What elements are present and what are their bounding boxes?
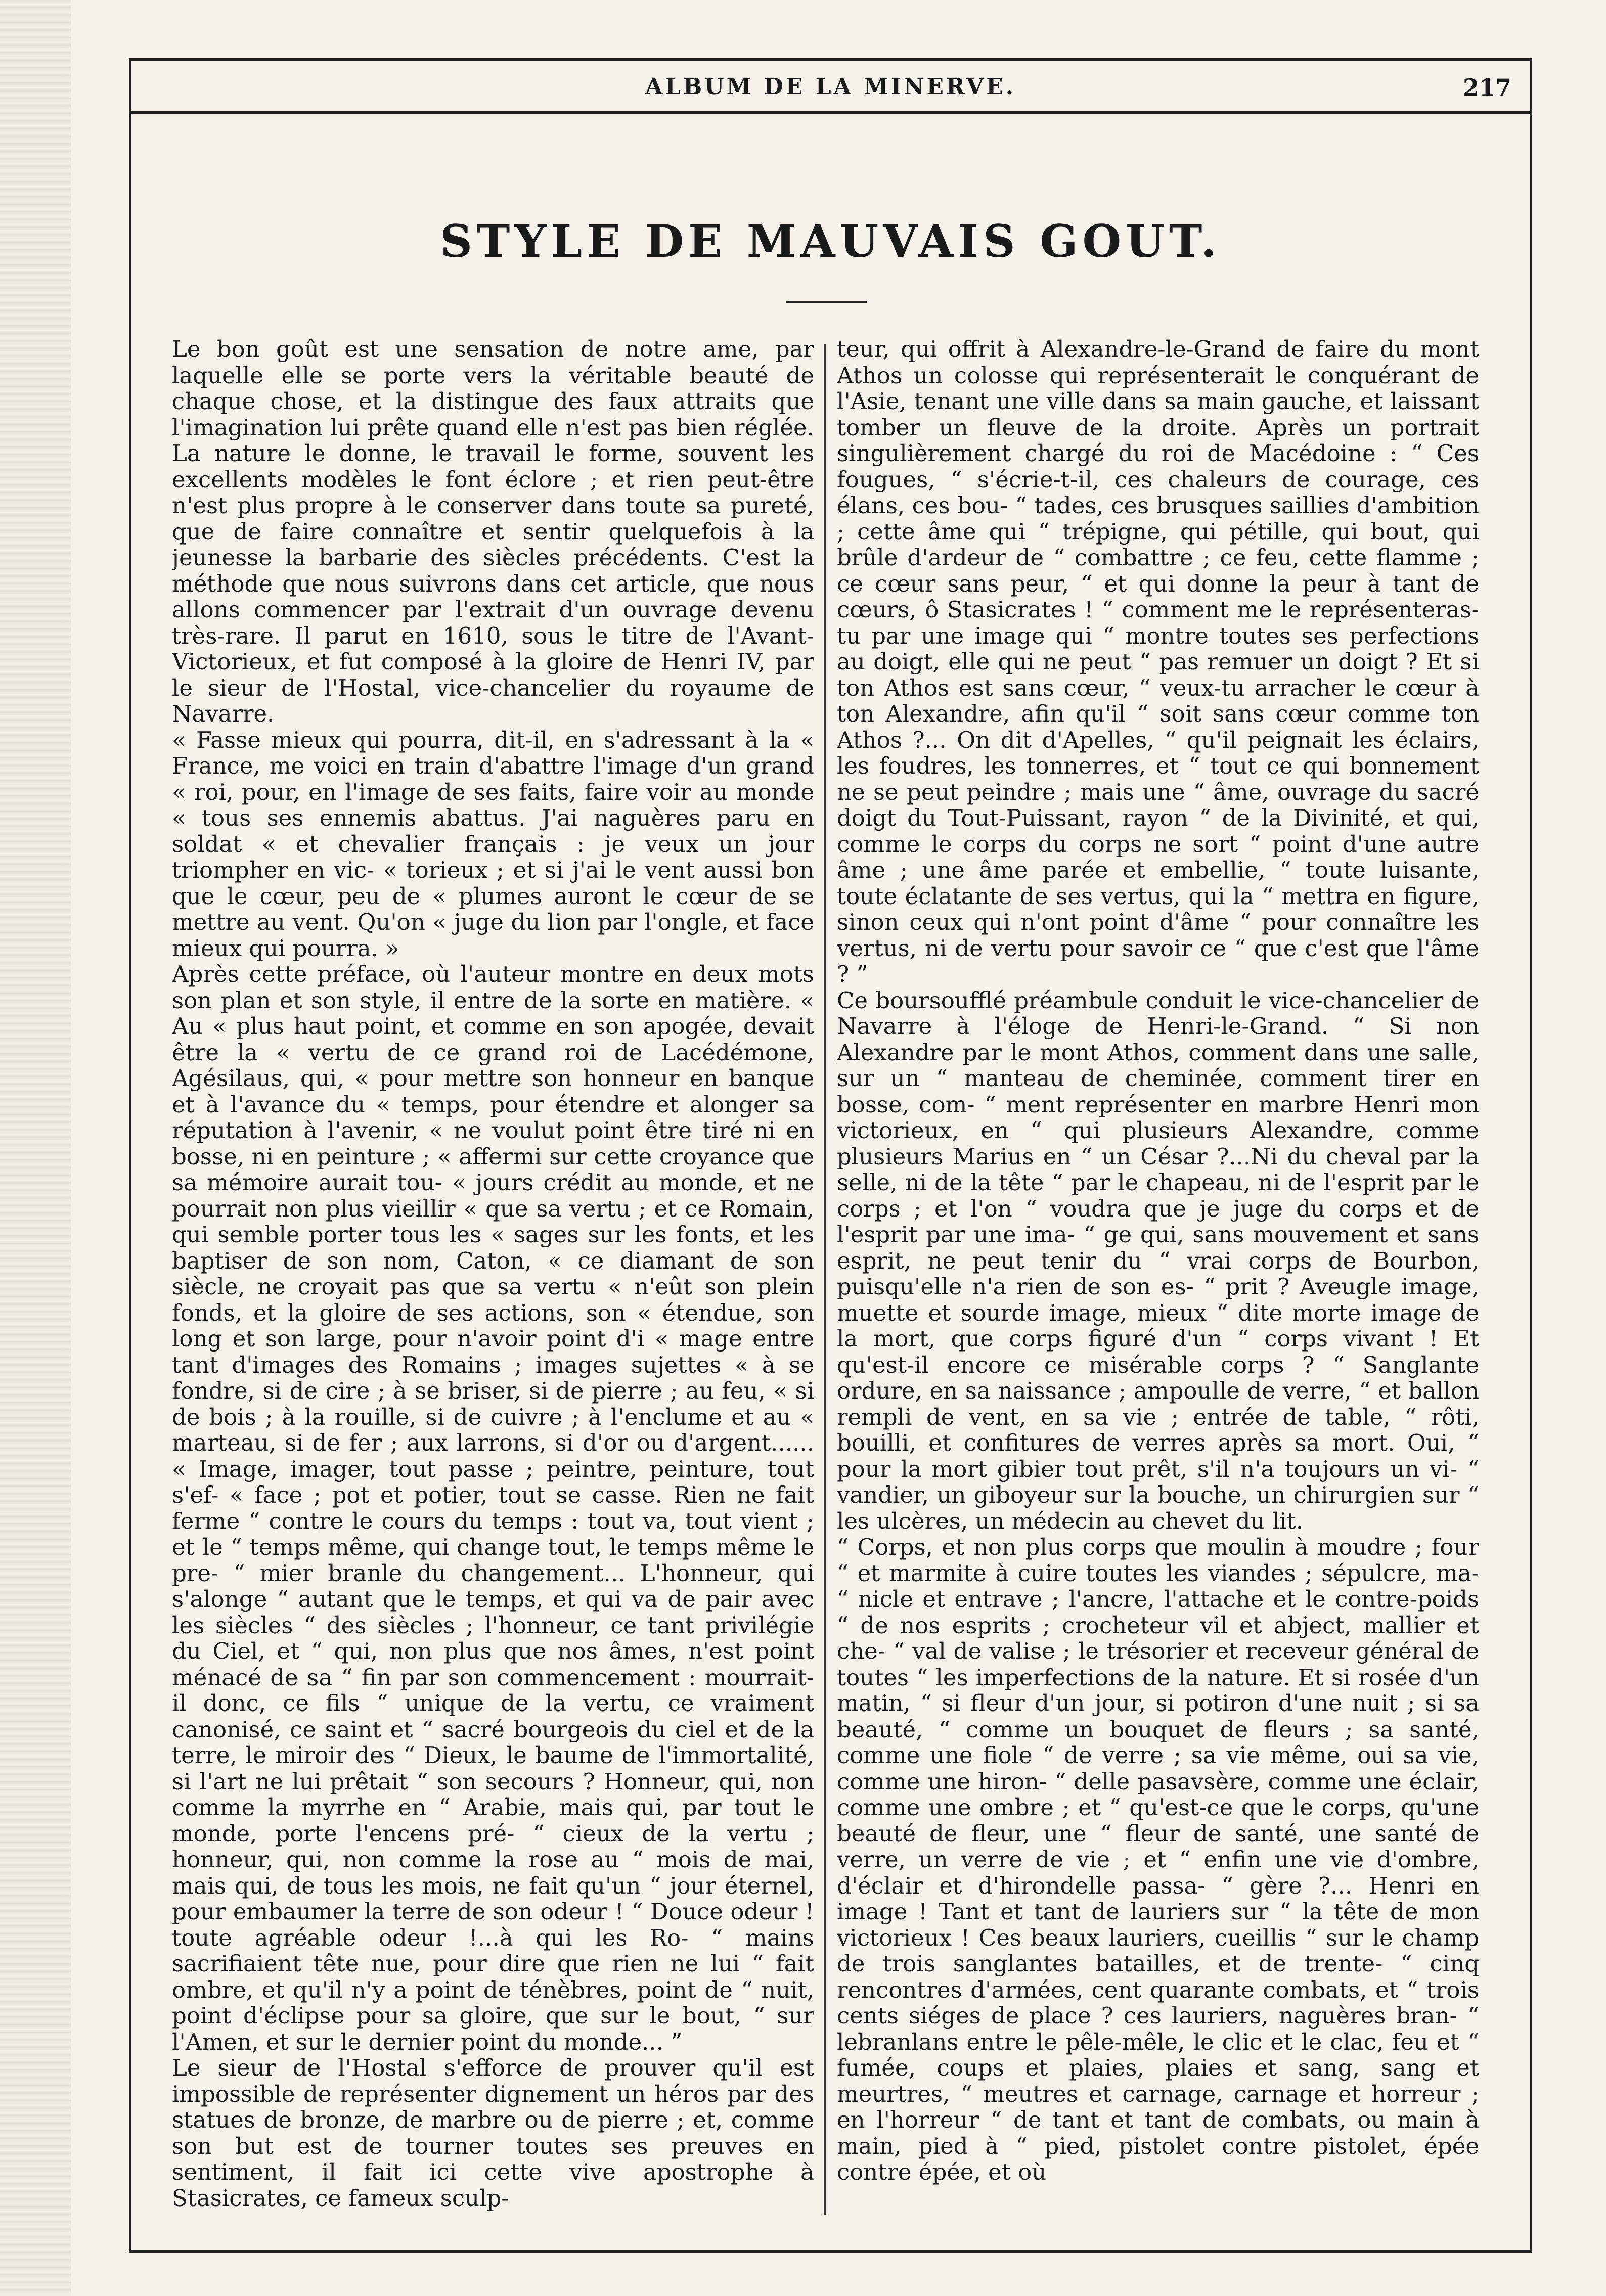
left-column-text: Le bon goût est une sensation de notre ame, par laquelle elle se porte vers la véritable beauté de chaque chose, et la distingue des faux attraits que l'imagination lui prête quand elle n'est pas bien réglée. La nature le donne, le travail le forme, souvent les excellents modèles le font éclore ; et rien peut-être n'est plus propre à le conserver dans toute sa pureté, que de faire connaître et sentir quelquefois à la jeunesse la barbarie des siècles précédents. C'est la méthode que nous suivrons dans cet article, que nous allons commencer par l'extrait d'un ouvrage devenu très-rare. Il parut en 1610, sous le titre de l'Avant-Victorieux, et fut composé à la gloire de Henri IV, par le sieur de l'Hostal, vice-chancelier du royaume de Navarre. « Fasse mieux qui pourra, dit-il, en s'adressant à la « France, me voici en train d'abattre l'image d'un grand « roi, pour, en l'image de ses faits, faire voir au monde « tous ses ennemis abattus. J'ai naguères paru en soldat « et chevalier français : je veux un jour triompher en vic- « torieux ; et si j'ai le vent aussi bon que le cœur, peu de « plumes auront le cœur de se mettre au vent. Qu'on « juge du lion par l'ongle, et face mieux qui pourra. » Après cette préface, où l'auteur montre en deux mots son plan et son style, il entre de la sorte en matière. « Au « plus haut point, et comme en son apogée, devait être la « vertu de ce grand roi de Lacédémone, Agésilaus, qui, « pour mettre son honneur en banque et à l'avance du « temps, pour étendre et alonger sa réputation à l'avenir, « ne voulut point être tiré ni en bosse, ni en peinture ; « affermi sur cette croyance que sa mémoire aurait tou- « jours crédit au monde, et ne pourrait non plus vieillir « que sa vertu ; et ce Romain, qui semble porter tous les « sages sur les fonts, et les baptiser de son nom, Caton, « ce diamant de son siècle, ne croyait pas que sa vertu « n'eût son plein fonds, et la gloire de ses actions, son « étendue, son long et son large, pour n'avoir point d'i « mage entre tant d'images des Romains ; images sujettes « à se fondre, si de cire ; à se briser, si de pierre ; au feu, « si de bois ; à la rouille, si de cuivre ; à l'enclume et au « marteau, si de fer ; aux larrons, si d'or ou d'argent...... « Image, imager, tout passe ; peintre, peinture, tout s'ef- « face ; pot et potier, tout se casse. Rien ne fait ferme “ contre le cours du temps : tout va, tout vient ; et le “ temps même, qui change tout, le temps même le pre- “ mier branle du changement... L'honneur, qui s'alonge “ autant que le temps, et qui va de pair avec les siècles “ des siècles ; l'honneur, ce tant privilégie du Ciel, et “ qui, non plus que nos âmes, n'est point ménacé de sa “ fin par son commencement : mourrait-il donc, ce fils “ unique de la vertu, ce vraiment canonisé, ce saint et “ sacré bourgeois du ciel et de la terre, le miroir des “ Dieux, le baume de l'immortalité, si l'art ne lui prêtait “ son secours ? Honneur, qui, non comme la myrrhe en “ Arabie, mais qui, par tout le monde, porte l'encens pré- “ cieux de la vertu ; honneur, qui, non comme la rose au “ mois de mai, mais qui, de tous les mois, ne fait qu'un “ jour éternel, pour embaumer la terre de son odeur ! “ Douce odeur ! toute agréable odeur !...à qui les Ro- “ mains sacrifiaient tête nue, pour dire que rien ne lui “ fait ombre, et qu'il n'y a point de ténèbres, point de “ nuit, point d'éclipse pour sa gloire, que sur le bout, “ sur l'Amen, et sur le dernier point du monde... ” Le sieur de l'Hostal s'efforce de prouver qu'il est impossible de représenter dignement un héros par des statues de bronze, de marbre ou de pierre ; et, comme son but est de tourner toutes ses preuves en sentiment, il fait ici cette vive apostrophe à Stasicrates, ce fameux sculp- (172, 336, 814, 2212)
running-header (131, 61, 1530, 114)
column-divider (824, 344, 826, 2215)
right-column-text: teur, qui offrit à Alexandre-le-Grand de faire du mont Athos un colosse qui représenterait le conquérant de l'Asie, tenant une ville dans sa main gauche, et laissant tomber un fleuve de la droite. Après un portrait singulièrement chargé du roi de Macédoine : “ Ces fougues, “ s'écrie-t-il, ces chaleurs de courage, ces élans, ces bou- “ tades, ces brusques saillies d'ambition ; cette âme qui “ trépigne, qui pétille, qui bout, qui brûle d'ardeur de “ combattre ; ce feu, cette flamme ; ce cœur sans peur, “ et qui donne la peur à tant de cœurs, ô Stasicrates ! “ comment me le représenteras-tu par une image qui “ montre toutes ses perfections au doigt, elle qui ne peut “ pas remuer un doigt ? Et si ton Athos est sans cœur, “ veux-tu arracher le cœur à ton Alexandre, afin qu'il “ soit sans cœur comme ton Athos ?... On dit d'Apelles, “ qu'il peignait les éclairs, les foudres, les tonnerres, et “ tout ce qui bonnement ne se peut peindre ; mais une “ âme, ouvrage du sacré doigt du Tout-Puissant, rayon “ de la Divinité, et qui, comme le corps du corps ne sort “ point d'une autre âme ; une âme parée et embellie, “ toute luisante, toute éclatante de ses vertus, qui la “ mettra en figure, sinon ceux qui n'ont point d'âme “ pour connaître les vertus, ni de vertu pour savoir ce “ que c'est que l'âme ? ” Ce boursoufflé préambule conduit le vice-chancelier de Navarre à l'éloge de Henri-le-Grand. “ Si non Alexandre par le mont Athos, comment dans une salle, sur un “ manteau de cheminée, comment tirer en bosse, com- “ ment représenter en marbre Henri mon victorieux, en “ qui plusieurs Alexandre, comme plusieurs Marius en “ un César ?...Ni du cheval par la selle, ni de la tête “ par le chapeau, ni de l'esprit par le corps ; et l'on “ voudra que je juge du corps et de l'esprit par une ima- “ ge qui, sans mouvement et sans esprit, ne peut tenir du “ vrai corps de Bourbon, puisqu'elle n'a rien de son es- “ prit ? Aveugle image, muette et sourde image, mieux “ dite morte image de la mort, que corps figuré d'un “ corps vivant ! Et qu'est-il encore ce misérable corps ? “ Sanglante ordure, en sa naissance ; ampoulle de verre, “ et ballon rempli de vent, en sa vie ; entrée de table, “ rôti, bouilli, et confitures de verres après sa mort. Oui, “ pour la mort gibier tout prêt, s'il n'a toujours un vi- “ vandier, un giboyeur sur la bouche, un chirurgien sur “ les ulcères, un médecin au chevet du lit. “ Corps, et non plus corps que moulin à moudre ; four “ et marmite à cuire toutes les viandes ; sépulcre, ma- “ nicle et entrave ; l'ancre, l'attache et le contre-poids “ de nos esprits ; crocheteur vil et abject, mallier et che- “ val de valise ; le trésorier et receveur général de toutes “ les imperfections de la nature. Et si rosée d'un matin, “ si fleur d'un jour, si potiron d'une nuit ; si sa beauté, “ comme un bouquet de fleurs ; sa santé, comme une fiole “ de verre ; sa vie même, oui sa vie, comme une hiron- “ delle pasavsère, comme une éclair, comme une ombre ; et “ qu'est-ce que le corps, qu'une beauté de fleur, une “ fleur de santé, une santé de verre, un verre de vie ; et “ enfin une vie d'ombre, d'éclair et d'hirondelle passa- “ gère ?... Henri en image ! Tant et tant de lauriers sur “ la tête de mon victorieux ! Ces beaux lauriers, cueillis “ sur le champ de trois sanglantes batailles, et de trente- “ cinq rencontres d'armées, cent quarante combats, et “ trois cents siéges de place ? ces lauriers, naguères bran- “ lebranlans entre le pêle-mêle, le clic et le clac, feu et “ fumée, coups et plaies, plaies et sang, sang et meurtres, “ meutres et carnage, carnage et horreur ; en l'horreur “ de tant et tant de combats, ou main à main, pied à “ pied, pistolet contre pistolet, épée contre épée, et où (837, 336, 1479, 2185)
journal-title: ALBUM DE LA MINERVE. (645, 74, 1016, 100)
title-rule (786, 301, 867, 303)
page-number: 217 (1462, 74, 1511, 101)
left-column (172, 336, 814, 2217)
page-edge-texture (0, 0, 71, 2296)
right-column (837, 336, 1479, 2217)
page-frame (129, 58, 1532, 2253)
article-title: STYLE DE MAUVAIS GOUT. (440, 215, 1221, 267)
